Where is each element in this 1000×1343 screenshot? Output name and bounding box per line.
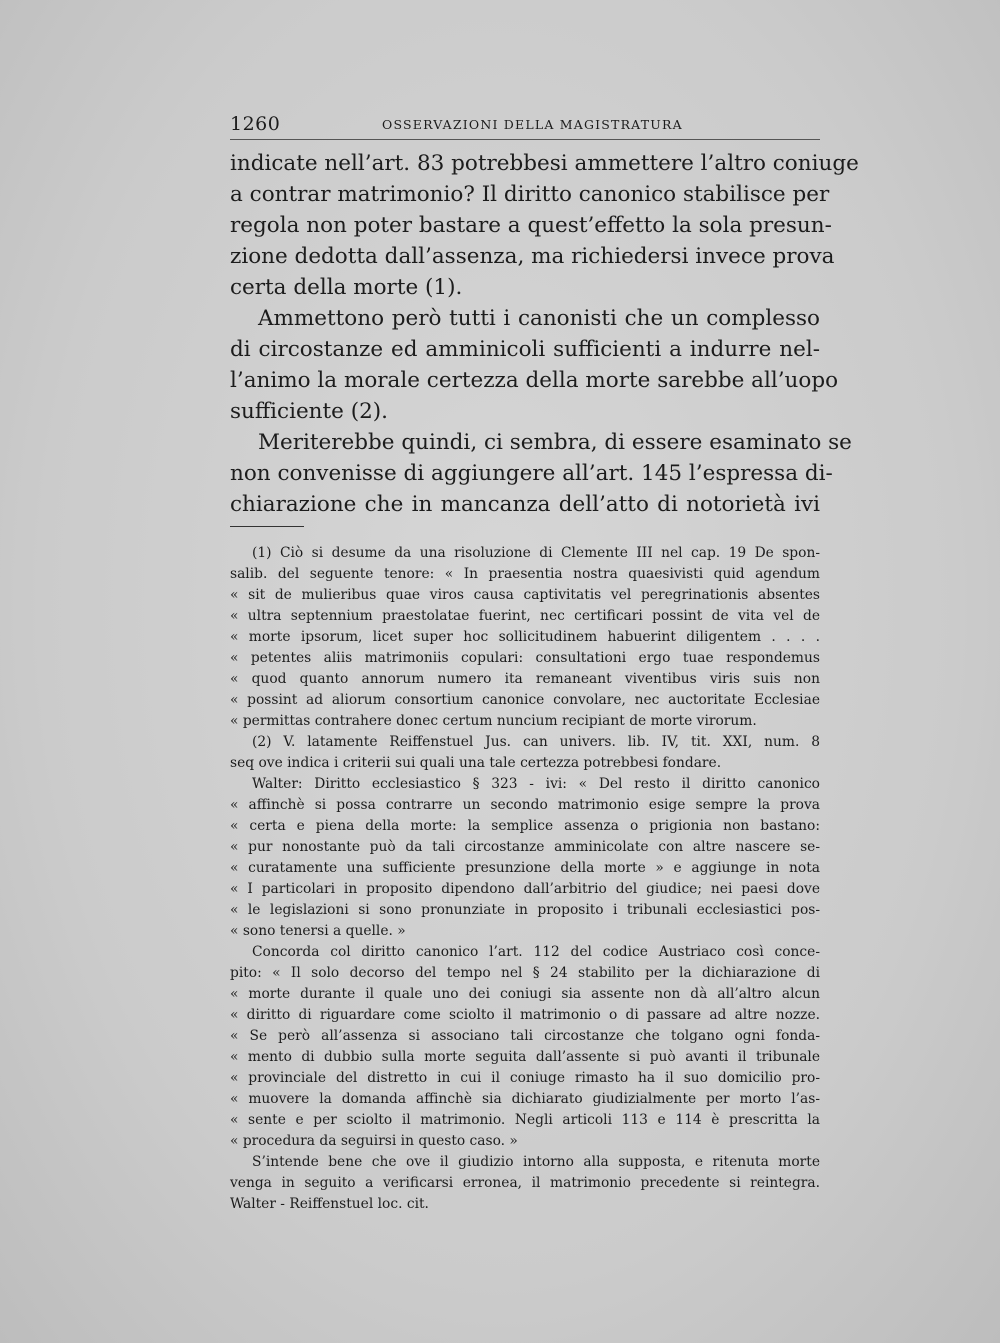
page-header <box>230 113 820 140</box>
footnote-line: « diritto di riguardare come sciolto il matrimonio o di passare ad altre nozze. <box>230 1007 820 1023</box>
footnote-line: « morte ipsorum, licet super hoc sollicitudinem habuerint diligentem . . . . <box>230 629 820 645</box>
page-number: 1260 <box>230 113 281 135</box>
footnote-line: « procedura da seguirsi in questo caso. » <box>230 1133 518 1149</box>
footnote-line: « quod quanto annorum numero ita remaneant viventibus viris suis non <box>230 671 820 687</box>
footnote-line: « I particolari in proposito dipendono dall’arbitrio del giudice; nei paesi dove <box>230 881 820 897</box>
footnote-line: (1) Ciò si desume da una risoluzione di Clemente III nel cap. 19 De spon- <box>252 545 820 561</box>
body-line: regola non poter bastare a quest’effetto la sola presun- <box>230 213 832 238</box>
footnotes <box>230 543 820 1215</box>
footnote-line: « provinciale del distretto in cui il coniuge rimasto ha il suo domicilio pro- <box>230 1070 820 1086</box>
footnote-line: « sono tenersi a quelle. » <box>230 923 406 939</box>
footnote-line: (2) V. latamente Reiffenstuel Jus. can univers. lib. IV, tit. XXI, num. 8 <box>252 734 820 750</box>
body-text <box>230 148 859 520</box>
body-line: zione dedotta dall’assenza, ma richiedersi invece prova <box>230 244 835 269</box>
body-line: sufficiente (2). <box>230 399 389 424</box>
running-head: OSSERVAZIONI DELLA MAGISTRATURA <box>382 117 683 132</box>
footnote-line: salib. del seguente tenore: « In praesentia nostra quaesivisti quid agendum <box>230 566 820 582</box>
body-line: l’animo la morale certezza della morte sarebbe all’uopo <box>230 368 839 393</box>
footnote-line: « pur nonostante può da tali circostanze amminicolate con altre nascere se- <box>230 839 820 855</box>
footnote-line: « certa e piena della morte: la semplice assenza o prigionia non bastano: <box>230 818 820 834</box>
footnote-line: « morte durante il quale uno dei coniugi sia assente non dà all’altro alcun <box>230 986 820 1002</box>
footnote-line: « permittas contrahere donec certum nuncium recipiant de morte virorum. <box>230 713 757 729</box>
body-line: indicate nell’art. 83 potrebbesi ammettere l’altro coniuge <box>230 151 859 176</box>
footnote-line: pito: « Il solo decorso del tempo nel § 24 stabilito per la dichiarazione di <box>230 965 820 981</box>
body-line: di circostanze ed amminicoli sufficienti a indurre nel- <box>230 337 820 362</box>
footnote-line: Walter: Diritto ecclesiastico § 323 - ivi: « Del resto il diritto canonico <box>252 776 820 792</box>
footnote-line: « muovere la domanda affinchè sia dichiarato giudizialmente per morto l’as- <box>230 1091 820 1107</box>
body-line: a contrar matrimonio? Il diritto canonico stabilisce per <box>230 182 830 207</box>
footnote-divider <box>230 526 304 527</box>
footnote-line: « petentes aliis matrimoniis copulari: consultationi ergo tuae respondemus <box>230 650 820 666</box>
footnote-line: Walter - Reiffenstuel loc. cit. <box>230 1196 429 1212</box>
footnote-line: « possint ad aliorum consortium canonice convolare, nec auctoritate Ecclesiae <box>230 692 820 708</box>
footnote-line: seq ove indica i criterii sui quali una tale certezza potrebbesi fondare. <box>230 755 722 771</box>
footnote-line: « sit de mulieribus quae viros causa captivitatis vel peregrinationis absentes <box>230 587 820 603</box>
footnote-line: venga in seguito a verificarsi erronea, il matrimonio precedente si reintegra. <box>230 1175 820 1191</box>
body-line: certa della morte (1). <box>230 275 463 300</box>
footnote-line: « sente e per sciolto il matrimonio. Negli articoli 113 e 114 è prescritta la <box>230 1112 820 1128</box>
footnote-line: « curatamente una sufficiente presunzione della morte » e aggiunge in nota <box>230 860 820 876</box>
footnote-line: « affinchè si possa contrarre un secondo matrimonio esige sempre la prova <box>230 797 820 813</box>
body-line: non convenisse di aggiungere all’art. 145 l’espressa di- <box>230 461 833 486</box>
footnote-line: « ultra septennium praestolatae fuerint, nec certificari possint de vita vel de <box>230 608 820 624</box>
footnote-line: Concorda col diritto canonico l’art. 112 del codice Austriaco così conce- <box>252 944 820 960</box>
footnote-line: « mento di dubbio sulla morte seguita dall’assente si può avanti il tribunale <box>230 1049 820 1065</box>
footnote-line: « le legislazioni si sono pronunziate in proposito i tribunali ecclesiastici pos- <box>230 902 820 918</box>
body-line: chiarazione che in mancanza dell’atto di notorietà ivi <box>230 492 820 517</box>
footnote-line: S’intende bene che ove il giudizio intorno alla supposta, e ritenuta morte <box>252 1154 820 1170</box>
footnote-line: « Se però all’assenza si associano tali circostanze che tolgano ogni fonda- <box>230 1028 820 1044</box>
body-line: Ammettono però tutti i canonisti che un complesso <box>258 306 820 331</box>
body-line: Meriterebbe quindi, ci sembra, di essere esaminato se <box>258 430 852 455</box>
